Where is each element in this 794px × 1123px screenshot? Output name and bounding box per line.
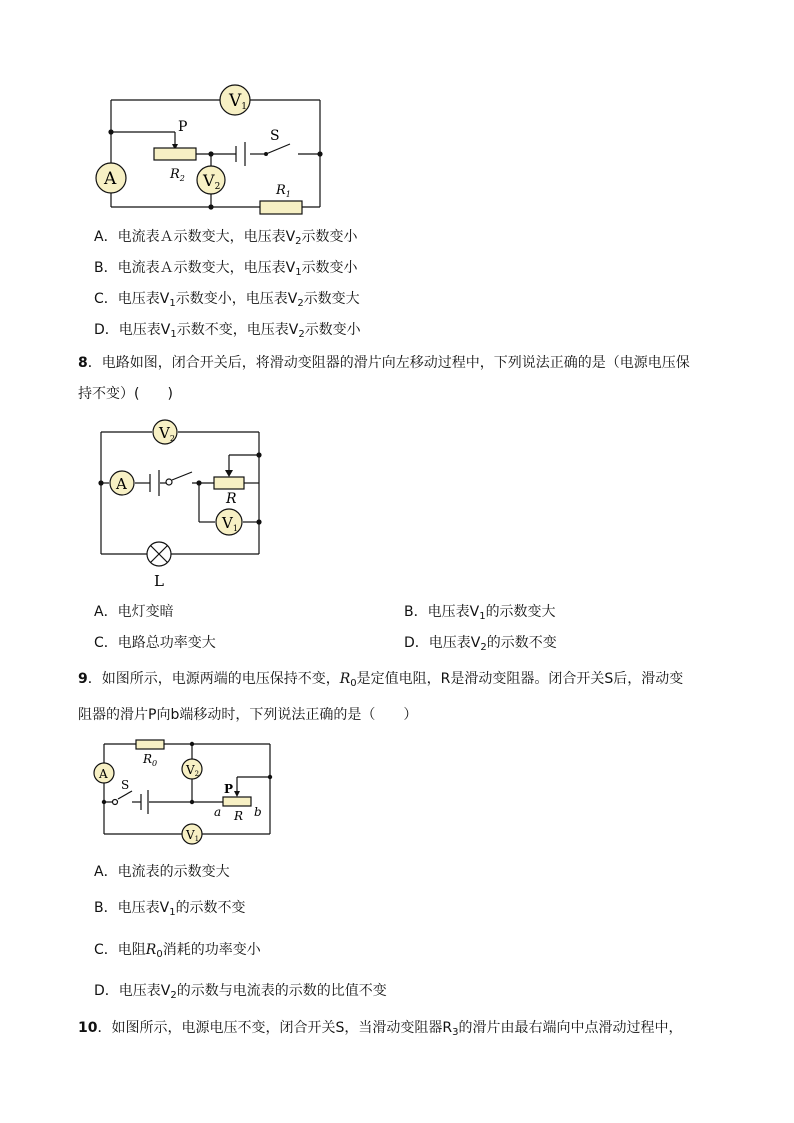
q8-stem-line1: 8．电路如图，闭合开关后，将滑动变阻器的滑片向左移动过程中，下列说法正确的是（电源电压保 — [78, 355, 690, 371]
q9-v2-label: V2 — [186, 763, 200, 778]
q7-option-b[interactable]: B．电流表Ａ示数变大，电压表$V_1$示数变小 — [94, 260, 358, 278]
q9-stem-line1: 9．如图所示，电源两端的电压保持不变，$R_0$是定值电阻，R是滑动变阻器。闭合开关S后，滑动变 — [78, 671, 684, 689]
q9-r-label: R — [234, 809, 244, 823]
q9-option-d[interactable]: D．电压表$V_2$的示数与电流表的示数的比值不变 — [94, 983, 387, 1001]
q7-a-label: A — [104, 169, 117, 189]
q9-r0-label: $R_0$ — [143, 752, 158, 768]
q7-v2-label: V2 — [203, 171, 221, 192]
q9-option-c[interactable]: C．电阻$R_0$消耗的功率变小 — [94, 942, 261, 960]
q8-option-a[interactable]: A．电灯变暗 — [94, 604, 174, 620]
q8-r-label: R — [226, 491, 237, 507]
q7-r2-label: $R_2$ — [170, 167, 185, 183]
q7-option-c[interactable]: C．电压表$V_1$示数变小，电压表$V_2$示数变大 — [94, 291, 360, 309]
q9-b-end-label: b — [254, 805, 262, 819]
q7-v1-label: V1 — [229, 91, 248, 112]
q9-stem-line2: 阻器的滑片P向b端移动时，下列说法正确的是（ ） — [78, 707, 418, 723]
q7-option-a[interactable]: A．电流表Ａ示数变大，电压表$V_2$示数变小 — [94, 229, 358, 247]
q8-a-label: A — [116, 475, 127, 493]
q8-stem-line2: 持不变）( ) — [78, 386, 173, 402]
q9-a-label: A — [99, 767, 108, 781]
q9-s-label: S — [121, 778, 130, 792]
q9-circuit-diagram — [90, 734, 290, 850]
q9-p-label: P — [224, 782, 234, 796]
q8-option-d[interactable]: D．电压表$V_2$的示数不变 — [404, 635, 557, 653]
q10-number: 10 — [78, 1020, 98, 1036]
q9-a-end-label: a — [214, 805, 222, 819]
q9-option-b[interactable]: B．电压表$V_1$的示数不变 — [94, 900, 246, 918]
q9-v1-label: V1 — [186, 828, 200, 843]
q8-v2-label: $V_2$ — [159, 424, 175, 443]
q8-number: 8 — [78, 355, 88, 371]
q7-circuit-diagram — [90, 80, 340, 220]
q8-v1-label: $V_1$ — [222, 514, 238, 533]
q7-option-d[interactable]: D．电压表$V_1$示数不变，电压表$V_2$示数变小 — [94, 322, 361, 340]
q10-stem-line1: 10．如图所示，电源电压不变，闭合开关S，当滑动变阻器$R_3$的滑片由最右端向中点滑动过程中， — [78, 1020, 683, 1038]
q9-number: 9 — [78, 671, 88, 687]
q8-l-label: L — [154, 572, 164, 590]
q7-p-label: P — [178, 119, 188, 135]
q8-circuit-diagram — [90, 418, 280, 594]
q8-option-b[interactable]: B．电压表$V_1$的示数变大 — [404, 604, 556, 622]
q7-r1-label: $R_1$ — [276, 183, 291, 199]
q8-option-c[interactable]: C．电路总功率变大 — [94, 635, 216, 651]
q9-option-a[interactable]: A．电流表的示数变大 — [94, 864, 230, 880]
q7-s-label: S — [270, 128, 280, 144]
